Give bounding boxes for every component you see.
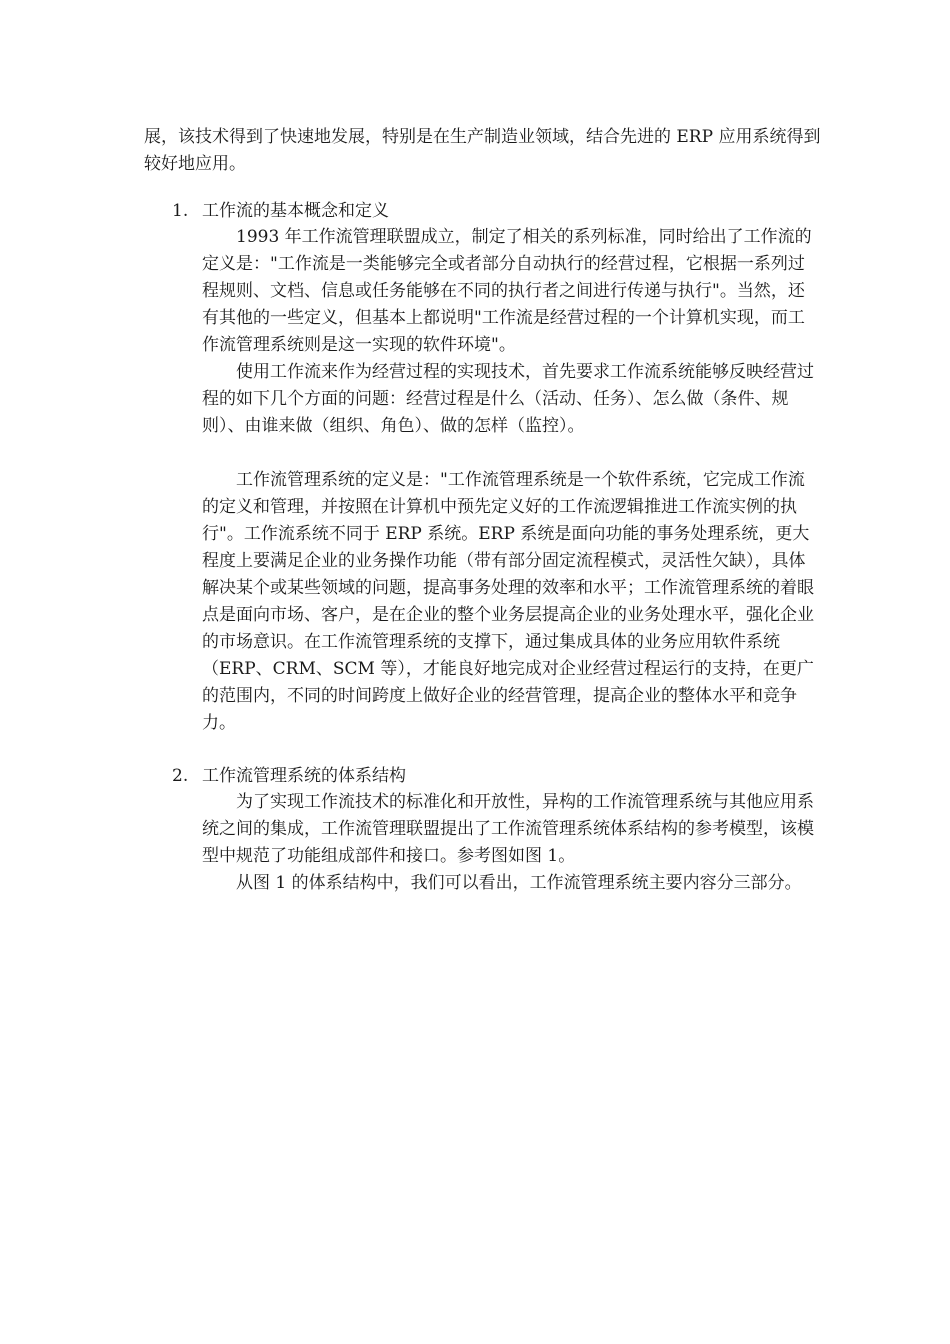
section-workflow-concept: [144, 198, 844, 737]
paragraph: 工作流管理系统的定义是："工作流管理系统是一个软件系统，它完成工作流的定义和管理，并按照在计算机中预先定义好的工作流逻辑推进工作流实例的执行"。工作流系统不同于 ERP 系统。ERP 系统是面向功能的事务处理系统，更大程度上要满足企业的业务操作功能（带有部分固定流程模式，灵活性欠缺），具体解决某个或某些领域的问题，提高事务处理的效率和水平；工作流管理系统的着眼点是面向市场、客户，是在企业的整个业务层提高企业的业务处理水平，强化企业的市场意识。在工作流管理系统的支撑下，通过集成具体的业务应用软件系统（ERP、CRM、SCM 等），才能良好地完成对企业经营过程运行的支持，在更广的范围内，不同的时间跨度上做好企业的经营管理，提高企业的整体水平和竞争力。: [202, 470, 814, 733]
paragraph-spacer: [202, 440, 818, 467]
intro-text: 展，该技术得到了快速地发展，特别是在生产制造业领域，结合先进的 ERP 应用系统得到较好地应用。: [144, 127, 821, 174]
section-number: 2.: [172, 766, 189, 786]
section-heading: [144, 763, 844, 789]
paragraph: 使用工作流来作为经营过程的实现技术，首先要求工作流系统能够反映经营过程的如下几个方面的问题：经营过程是什么（活动、任务）、怎么做（条件、规则）、由谁来做（组织、角色）、做的怎样（监控）。: [202, 362, 814, 436]
intro-paragraph: [144, 124, 824, 178]
section-title: 工作流管理系统的体系结构: [202, 766, 406, 786]
section-title: 工作流的基本概念和定义: [202, 201, 389, 221]
section-number: 1.: [172, 201, 189, 221]
section-heading: [144, 198, 844, 224]
paragraph: 从图 1 的体系结构中，我们可以看出，工作流管理系统主要内容分三部分。: [236, 873, 802, 893]
section-body: [202, 789, 818, 897]
section-workflow-architecture: [144, 763, 844, 897]
section-body: [202, 224, 818, 737]
paragraph: 为了实现工作流技术的标准化和开放性，异构的工作流管理系统与其他应用系统之间的集成，工作流管理联盟提出了工作流管理系统体系结构的参考模型，该模型中规范了功能组成部件和接口。参考图如图 1。: [202, 792, 814, 866]
paragraph: 1993 年工作流管理联盟成立，制定了相关的系列标准，同时给出了工作流的定义是："工作流是一类能够完全或者部分自动执行的经营过程，它根据一系列过程规则、文档、信息或任务能够在不同的执行者之间进行传递与执行"。当然，还有其他的一些定义，但基本上都说明"工作流是经营过程的一个计算机实现，而工作流管理系统则是这一实现的软件环境"。: [202, 227, 812, 355]
